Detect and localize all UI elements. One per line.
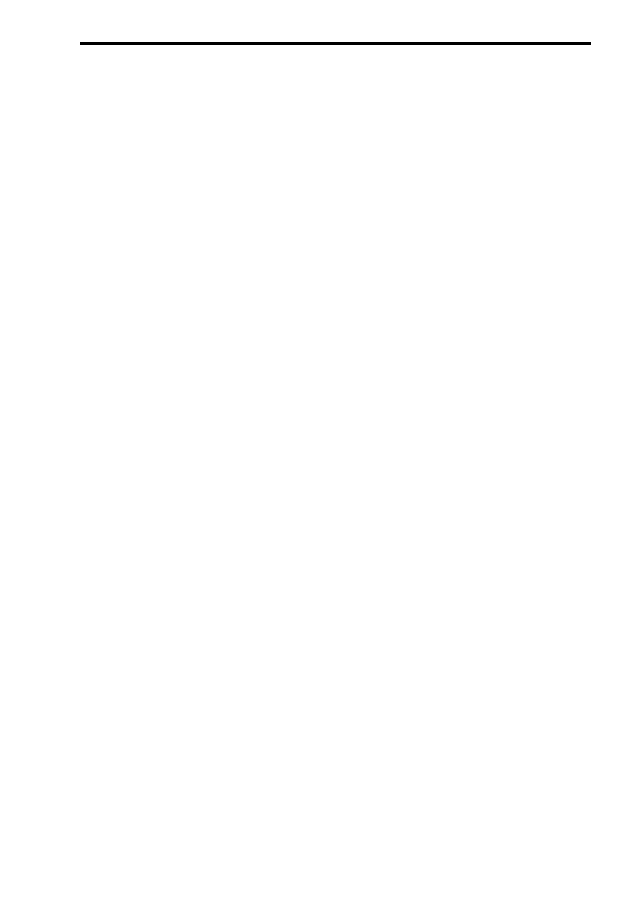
total-row (81, 44, 591, 45)
total-area (556, 44, 591, 45)
total-label (81, 44, 556, 45)
forest-use-table (80, 42, 591, 45)
